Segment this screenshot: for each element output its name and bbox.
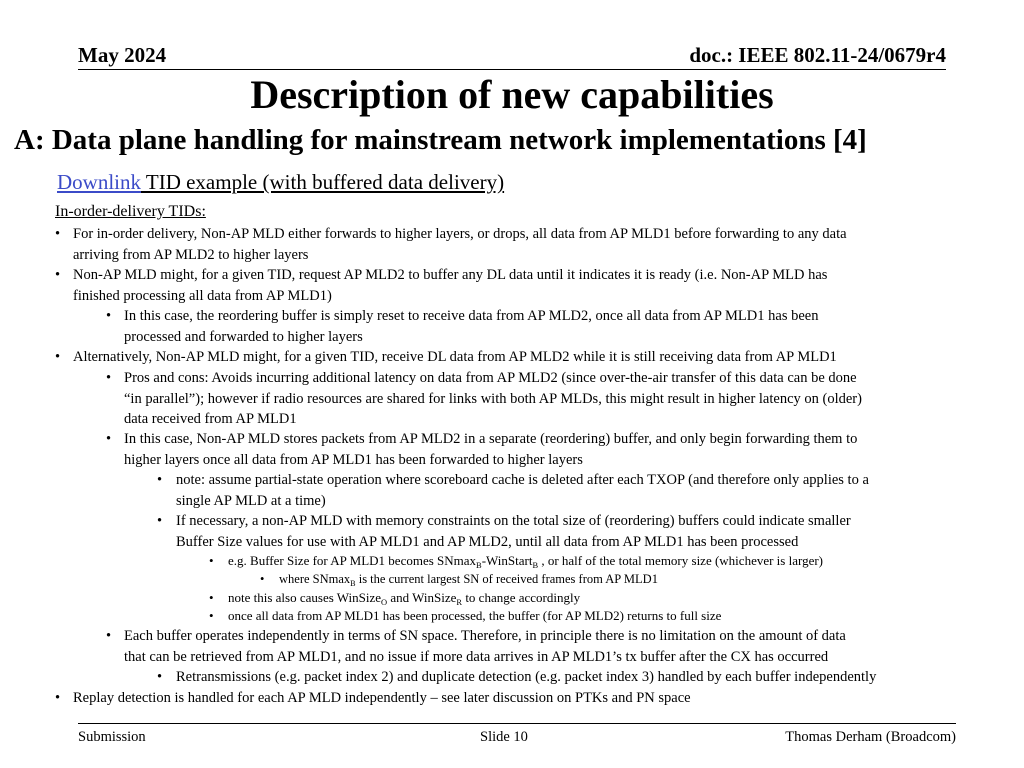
bullet-icon: • [55,349,61,365]
section-heading [57,170,504,195]
bullet-line: higher layers once all data from AP MLD1 has been forwarded to higher layers [124,451,583,468]
header-date: May 2024 [78,43,167,67]
lead-text: In-order-delivery TIDs: [55,203,206,220]
slide-number: Slide 10 [480,729,528,745]
downlink-link[interactable]: Downlink [57,170,141,194]
bullet-line: where SNmax$_B$ is the current largest SN of received frames from AP MLD1 [279,572,658,588]
header-divider [78,69,946,70]
footer-divider [78,723,956,724]
bullet-item [106,368,862,430]
bullet-icon: • [209,608,214,623]
bullet-line: note this also causes WinSize$_O$ and WinSize$_R$ to change accordingly [228,590,581,607]
bullet-line: Each buffer operates independently in terms of SN space. Therefore, in principle there is no limitation on the amount of data [124,628,846,644]
bullet-icon: • [260,572,265,586]
bullet-icon: • [106,431,112,447]
bullet-line: e.g. Buffer Size for AP MLD1 becomes SNmax$_B$-WinStart$_B$ , or half of the total memory size (whichever is larger) [228,553,824,570]
bullet-item [106,429,857,470]
bullet-line: once all data from AP MLD1 has been processed, the buffer (for AP MLD2) returns to full size [228,608,722,623]
bullet-line: note: assume partial-state operation where scoreboard cache is deleted after each TXOP (and therefore only applies to a [176,472,869,488]
bullet-line: arriving from AP MLD2 to higher layers [73,246,309,263]
bullet-line: For in-order delivery, Non-AP MLD either forwards to higher layers, or drops, all data from AP MLD1 before forwarding to any data [73,226,847,242]
footer-submission: Submission [78,729,146,745]
bullet-item [260,571,658,588]
bullet-line: single AP MLD at a time) [176,492,326,509]
bullet-line: finished processing all data from AP MLD1) [73,287,332,304]
bullet-icon: • [209,590,214,605]
bullet-line: that can be retrieved from AP MLD1, and no issue if more data arrives in AP MLD1’s tx buffer after the CX has occurred [124,648,829,665]
bullet-item [55,347,837,368]
bullet-line: Alternatively, Non-AP MLD might, for a given TID, receive DL data from AP MLD2 while it is still receiving data from AP MLD1 [73,349,837,365]
bullet-line: Non-AP MLD might, for a given TID, request AP MLD2 to buffer any DL data until it indicates it is ready (i.e. Non-AP MLD has [73,267,828,283]
bullet-icon: • [55,690,61,706]
bullet-icon: • [157,669,163,685]
bullet-item [157,470,869,511]
bullet-icon: • [106,628,112,644]
bullet-icon: • [106,370,112,386]
bullet-icon: • [106,308,112,324]
bullet-icon: • [157,472,163,488]
bullet-line: In this case, the reordering buffer is simply reset to receive data from AP MLD2, once all data from AP MLD1 has been [124,308,819,324]
slide-title: Description of new capabilities [250,72,774,117]
bullet-line: If necessary, a non-AP MLD with memory constraints on the total size of (reordering) buffers could indicate smaller [176,513,851,529]
bullet-icon: • [157,513,163,529]
bullet-item [55,224,847,265]
bullet-item [106,626,846,667]
bullet-icon: • [55,226,61,242]
bullet-item [209,607,721,625]
bullet-item [209,589,580,607]
bullet-item [209,552,823,570]
bullet-line: In this case, Non-AP MLD stores packets from AP MLD2 in a separate (reordering) buffer, and only begin forwarding them to [124,431,858,447]
bullet-item [55,688,691,709]
header-doc-number: doc.: IEEE 802.11-24/0679r4 [689,43,946,67]
section-heading-text: TID example (with buffered data delivery) [141,170,505,194]
bullet-line: Retransmissions (e.g. packet index 2) and duplicate detection (e.g. packet index 3) handled by each buffer independently [176,669,877,685]
bullet-item [157,511,851,552]
bullet-line: Replay detection is handled for each AP MLD independently – see later discussion on PTKs and PN space [73,690,691,706]
bullet-line: Pros and cons: Avoids incurring additional latency on data from AP MLD2 (since over-the-air transfer of this data can be done [124,370,857,386]
bullet-item [157,667,876,688]
bullet-line: data received from AP MLD1 [124,411,297,427]
footer-author: Thomas Derham (Broadcom) [785,729,956,745]
bullet-line: “in parallel”); however if radio resources are shared for links with both AP MLDs, this might result in higher latency on (older) [124,390,862,407]
slide-subtitle: A: Data plane handling for mainstream network implementations [4] [14,124,867,156]
bullet-line: Buffer Size values for use with AP MLD1 and AP MLD2, until all data from AP MLD1 has been processed [176,533,799,550]
bullet-item [106,306,818,347]
bullet-icon: • [55,267,61,283]
bullet-item [55,265,827,306]
bullet-line: processed and forwarded to higher layers [124,328,363,345]
bullet-icon: • [209,553,214,568]
